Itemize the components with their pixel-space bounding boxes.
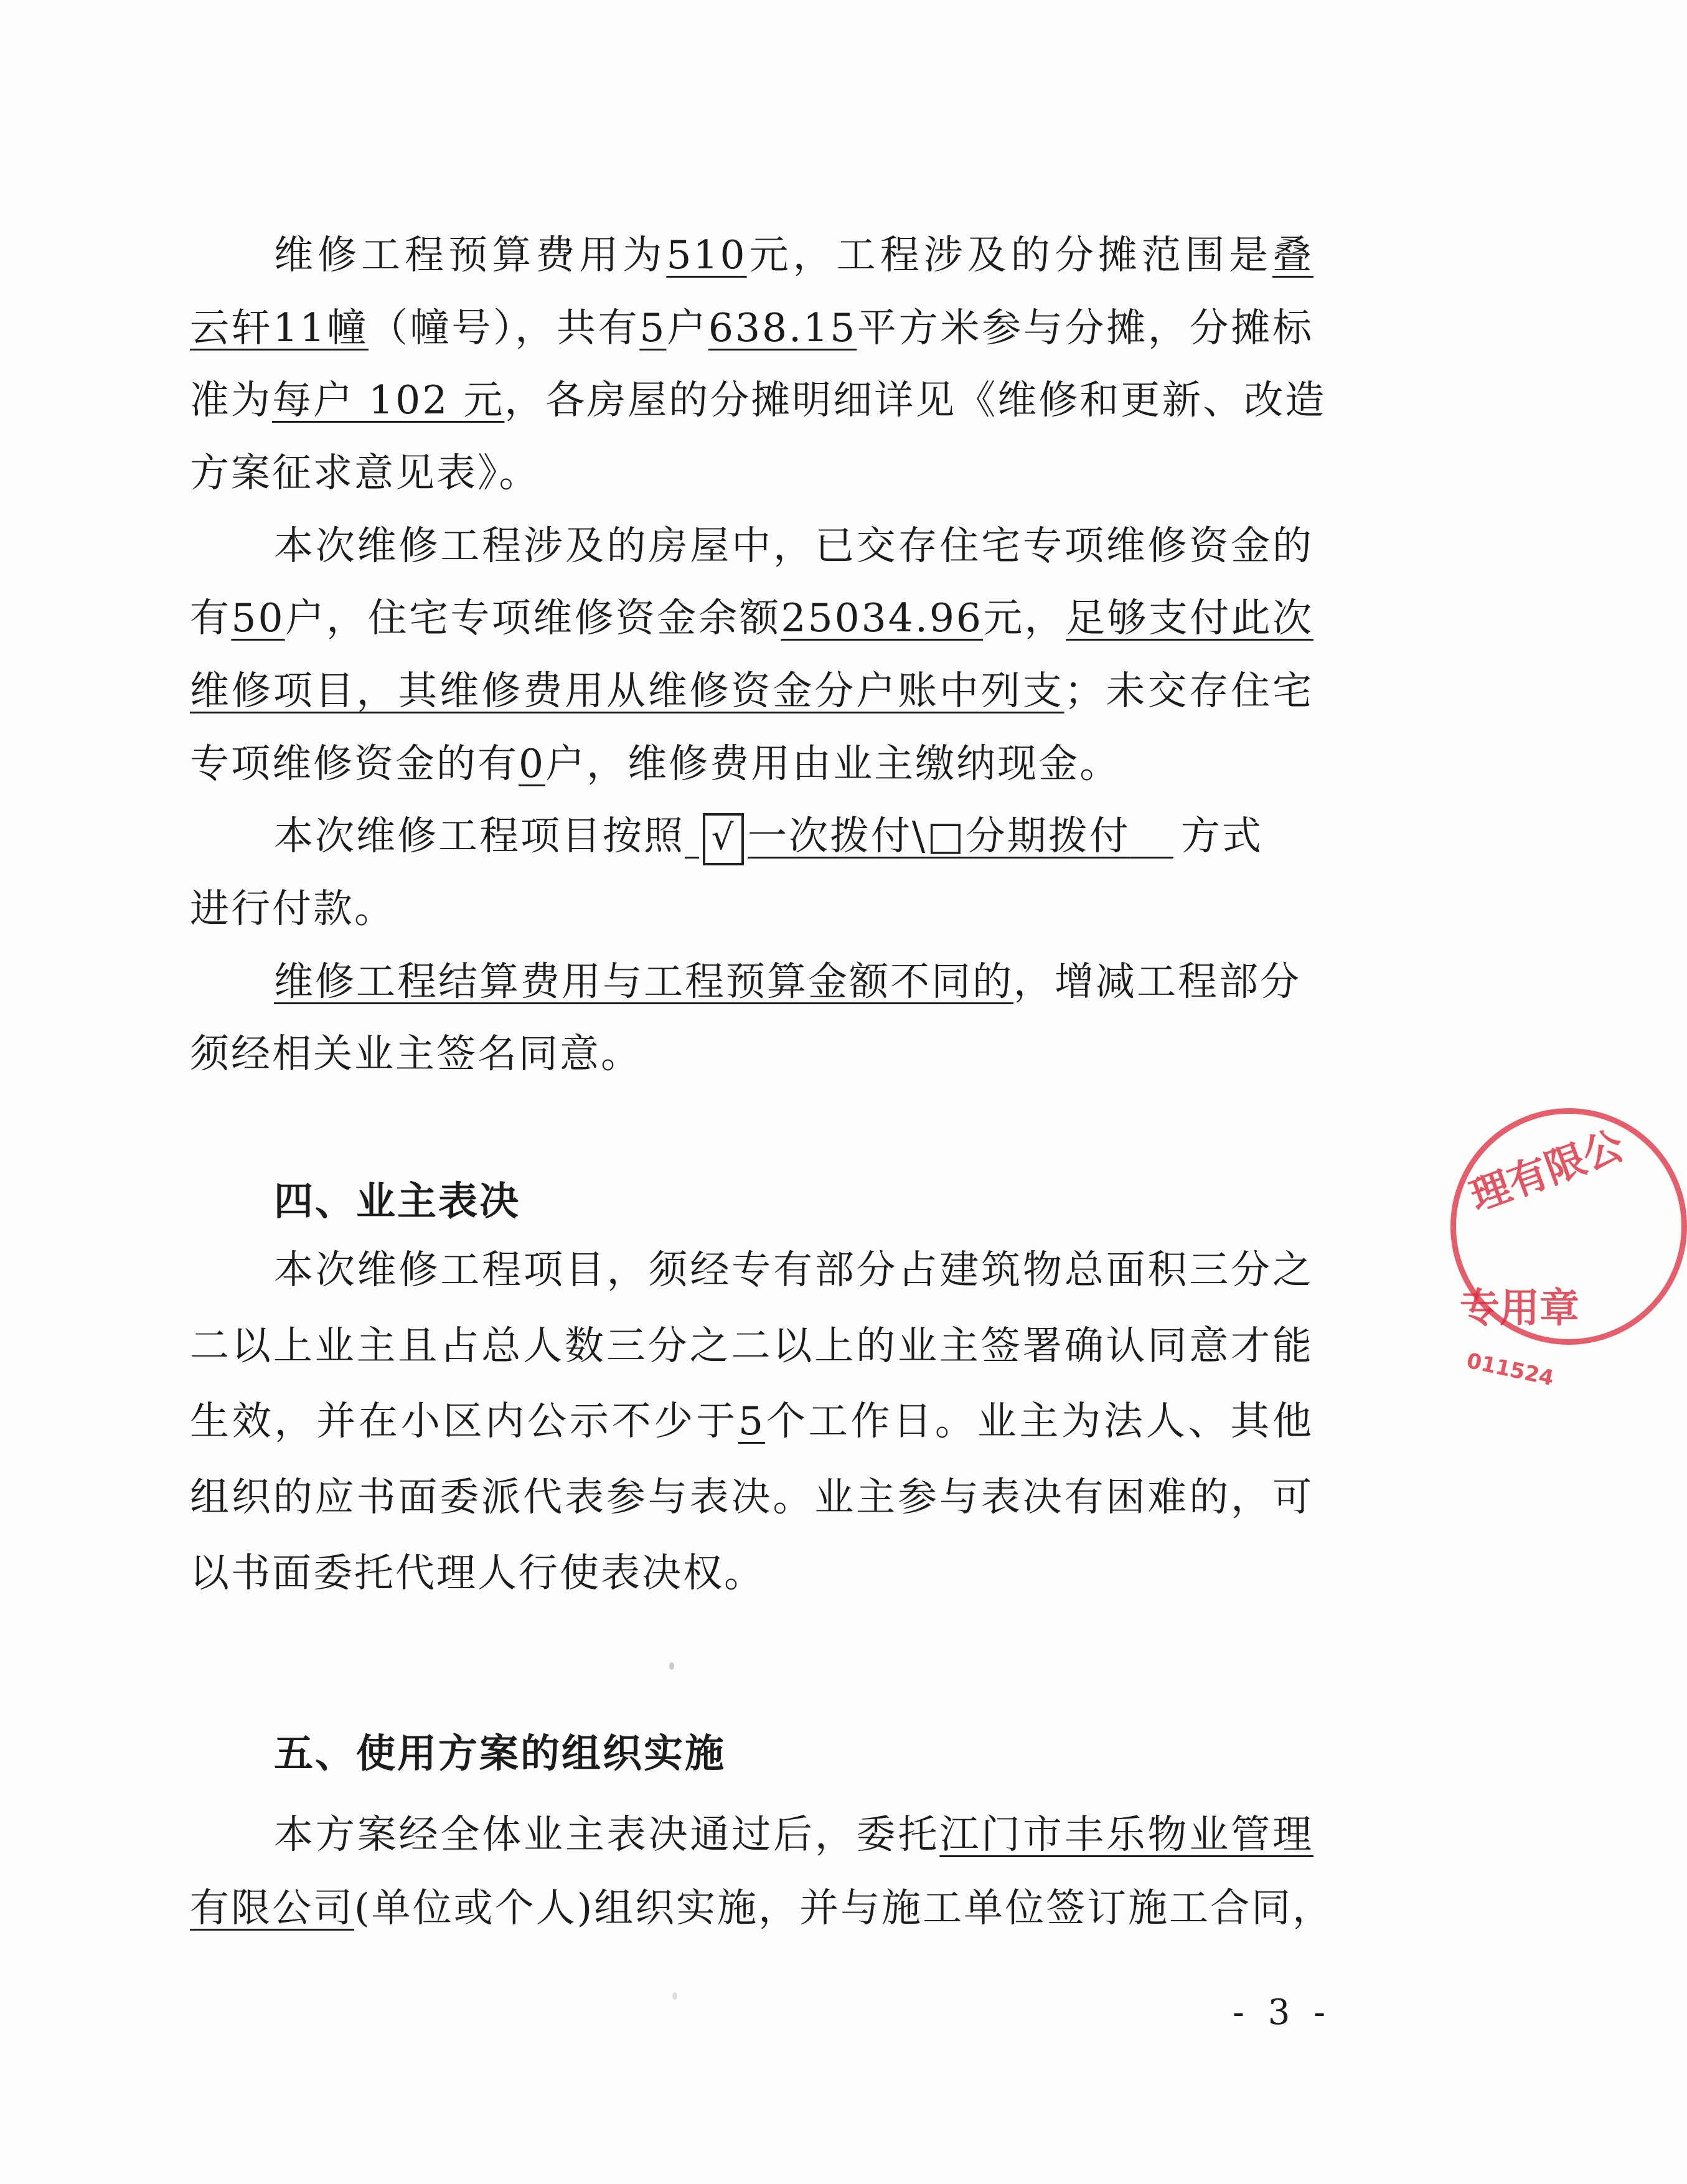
implementation-line-2: 有限公司(单位或个人)组织实施，并与施工单位签订施工合同， [190, 1885, 1334, 1931]
vote-line-5: 以书面委托代理人行使表决权。 [190, 1550, 765, 1596]
vote-line-1: 本次维修工程项目，须经专有部分占建筑物总面积三分之 [274, 1247, 1313, 1292]
fund-line-1: 本次维修工程涉及的房屋中，已交存住宅专项维修资金的 [274, 523, 1313, 568]
paid-households: 50 [231, 595, 285, 641]
organizer-name-1: 江门市丰乐物业管理 [939, 1812, 1314, 1857]
share-standard: 每户 102 元 [272, 377, 505, 423]
section-five-heading: 五、使用方案的组织实施 [274, 1731, 726, 1776]
organizer-name-2: 有限公司 [190, 1885, 354, 1931]
fund-line-4: 专项维修资金的有0户，维修费用由业主缴纳现金。 [190, 741, 1121, 786]
settlement-line-1: 维修工程结算费用与工程预算金额不同的，增减工程部分 [274, 959, 1301, 1004]
fund-line-3: 维修项目，其维修费用从维修资金分户账中列支；未交存住宅 [190, 668, 1314, 713]
section-four-heading: 四、业主表决 [274, 1179, 520, 1224]
sufficient-text-1: 足够支付此次 [1066, 595, 1314, 641]
unpaid-households: 0 [519, 741, 546, 786]
payment-line-2: 进行付款。 [190, 886, 395, 931]
settlement-condition: 维修工程结算费用与工程预算金额不同的 [274, 959, 1013, 1004]
seal-number-text: 011524 [1464, 1348, 1556, 1391]
vote-line-3: 生效，并在小区内公示不少于5个工作日。业主为法人、其他 [190, 1398, 1313, 1444]
vote-line-4: 组织的应书面委派代表参与表决。业主参与表决有困难的，可 [190, 1474, 1313, 1520]
shared-area: 638.15 [708, 305, 857, 351]
budget-line-3: 准为每户 102 元，各房屋的分摊明细详见《维修和更新、改造 [190, 377, 1327, 423]
budget-line-2: 云轩11幢（幢号），共有5户638.15平方米参与分摊，分摊标 [190, 305, 1314, 351]
publicity-days: 5 [738, 1398, 766, 1444]
seal-top-text: 理有限公 [1464, 1123, 1630, 1221]
scan-speck [672, 1992, 677, 2000]
budget-line-4: 方案征求意见表》。 [190, 450, 540, 496]
budget-amount: 510 [666, 232, 747, 278]
scope-part-1: 叠 [1272, 232, 1314, 278]
payment-line-1: 本次维修工程项目按照 √ 一次拨付\□分期拨付 方式 [274, 802, 1313, 870]
scan-speck [669, 1662, 674, 1670]
budget-line-1: 维修工程预算费用为510元，工程涉及的分摊范围是叠 [274, 232, 1314, 278]
implementation-line-1: 本方案经全体业主表决通过后，委托江门市丰乐物业管理 [274, 1812, 1314, 1857]
settlement-line-2: 须经相关业主签名同意。 [190, 1031, 642, 1076]
page-number: - 3 - [1233, 1992, 1332, 2033]
payment-method: √ 一次拨付\□分期拨付 [685, 813, 1173, 859]
lump-sum-checkbox: √ [703, 813, 744, 865]
sufficient-text-2: 维修项目，其维修费用从维修资金分户账中列支 [190, 668, 1064, 713]
seal-middle-text: 专用章 [1460, 1286, 1579, 1332]
household-count: 5 [639, 305, 667, 351]
scope-part-2: 云轩11幢 [190, 305, 369, 351]
vote-line-2: 二以上业主且占总人数三分之二以上的业主签署确认同意才能 [190, 1323, 1313, 1368]
fund-balance: 25034.96 [781, 595, 984, 641]
fund-line-2: 有50户，住宅专项维修资金余额25034.96元，足够支付此次 [190, 595, 1314, 641]
